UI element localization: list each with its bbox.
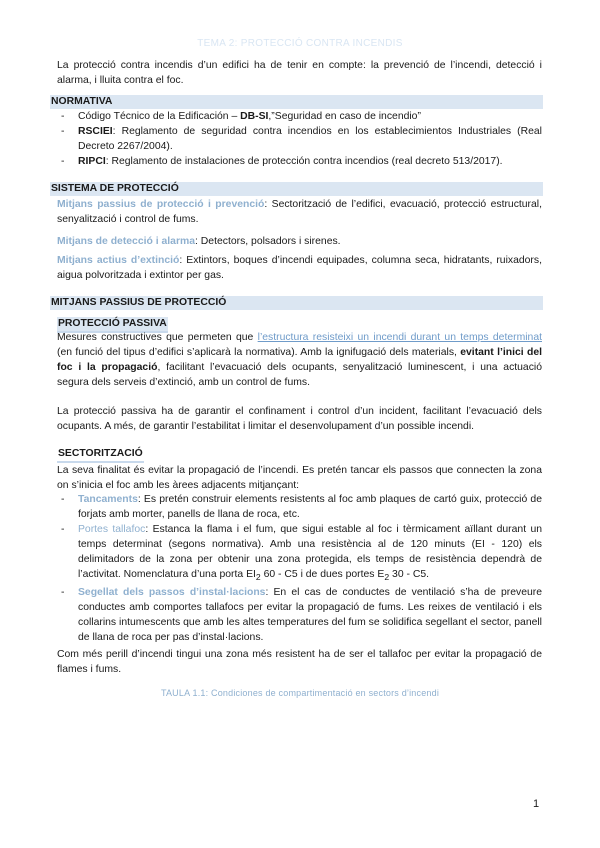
list-item: - Código Técnico de la Edificación – DB-SI,”Seguridad en caso de incendio” [61, 111, 421, 122]
intro-paragraph: La protecció contra incendis d’un edifici ha de tenir en compte: la prevenció de l’incendi, detecció i alarma, i lluita contra el foc. [57, 60, 542, 86]
subheading-proteccio-passiva: PROTECCIÓ PASSIVA [57, 317, 168, 333]
passiva-paragraph-2: La protecció passiva ha de garantir el confinament i control d’un incident, facilitant l’evacuació dels ocupants. A més, de garantir l’estabilitat i limitar el desenvolupament d’un possible incendi. [57, 406, 542, 432]
list-item: - RSCIEI: Reglamento de seguridad contra incendios en los establecimientos Industriales (Real Decreto 2267/2004). [61, 126, 542, 152]
list-item: - Segellat dels passos d’instal·lacions: En el cas de conductes de ventilació s’ha de preveure conductes amb comportes tallafocs per evitar la propagació de fums. Les reixes de ventilació i els collarins intumescents que amb les altes temperatures del fum se solidifica segellant el sector, panell de llana de roca per pas d’instal·lacions. [61, 587, 542, 644]
sistema-item-passius: Mitjans passius de protecció i prevenció: Sectorització de l’edifici, evacuació, protecció estructural, senyalització i control de fums. [57, 199, 542, 225]
page-number: 1 [533, 798, 540, 810]
section-heading-normativa: NORMATIVA [50, 95, 543, 109]
list-item: - Portes tallafoc: Estanca la flama i el fum, que sigui estable al foc i tèrmicament aïllant durant un temps determinat (segons normativa). Amb una resistència al de 120 minuts (EI - 120) els delimitadors de la zona per obtenir una zona protegida, els temps de resistència dependrà de l’activitat. Nomenclatura d’una porta $EI_2$ 60 - C5 i de dues portes $E_2$ 30 - C5. [61, 524, 543, 583]
structure-resistance-link[interactable]: l’estructura resisteixi un incendi durant un temps determinat [257, 332, 542, 343]
table-caption: TAULA 1.1: Condiciones de compartimentació en sectors d’incendi [160, 688, 440, 698]
section-heading-passius: MITJANS PASSIUS DE PROTECCIÓ [50, 296, 543, 310]
section-heading-sistema: SISTEMA DE PROTECCIÓ [50, 182, 543, 196]
sistema-item-actius: Mitjans actius d’extinció: Extintors, boques d’incendi equipades, columna seca, hidratants, ruixadors, aigua polvoritzada i extintor per gas. [57, 255, 542, 281]
passiva-paragraph-1: Mesures constructives que permeten que l’estructura resisteixi un incendi durant un temps determinat (en funció del tipus d’edifici s’aplicarà la normativa). Amb la ignifugació dels materials, evitant l’inici del foc i la propagació, facilitant l’evacuació dels ocupants, senyalització luminescent, i una actuació segura dels serveis d’extinció, amb un control de fums. [57, 332, 542, 388]
subheading-sectoritzacio: SECTORITZACIÓ [57, 447, 144, 463]
sectoritzacio-closing: Com més perill d’incendi tingui una zona més resistent ha de ser el tallafoc per evitar la propagació de flames i fums. [57, 649, 542, 675]
sectoritzacio-intro: La seva finalitat és evitar la propagació de l’incendi. Es pretén tancar els passos que connecten la zona on s’inicia el foc amb les àrees adjacents mitjançant: [57, 465, 542, 491]
sistema-item-deteccio: Mitjans de detecció i alarma: Detectors, polsadors i sirenes. [57, 236, 341, 247]
list-item: - RIPCI: Reglamento de instalaciones de protección contra incendios (real decreto 513/2017). [61, 156, 503, 167]
normativa-list [57, 109, 542, 169]
document-title: TEMA 2: PROTECCIÓ CONTRA INCENDIS [197, 38, 403, 49]
list-item: - Tancaments: Es pretén construir elements resistents al foc amb plaques de cartó guix, protecció de forjats amb morter, panells de llana de roca, etc. [61, 494, 542, 520]
sectoritzacio-list [57, 492, 542, 645]
